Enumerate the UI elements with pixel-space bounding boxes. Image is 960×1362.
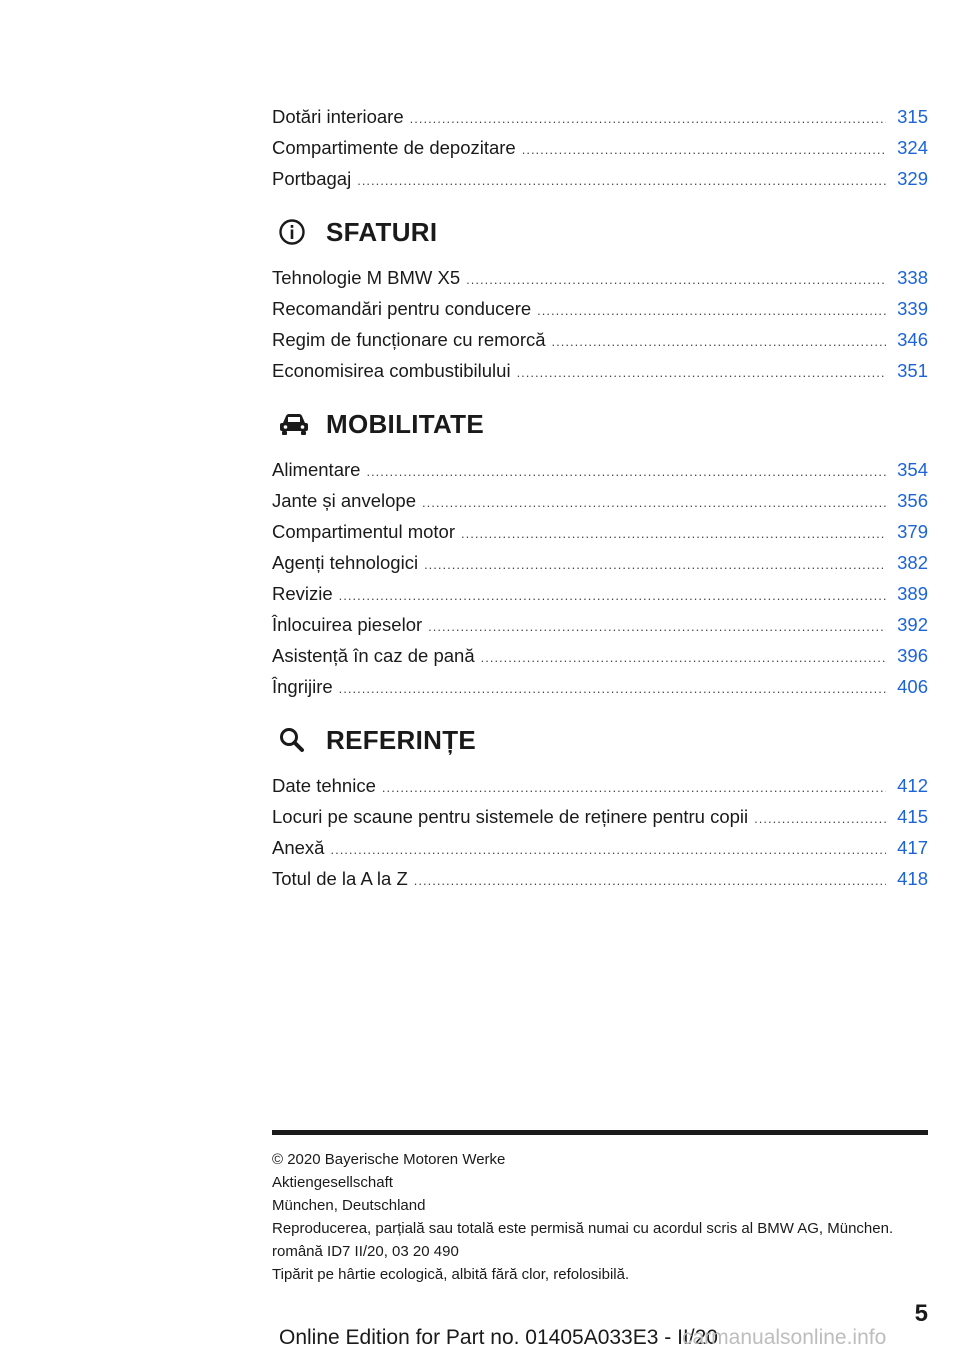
toc-entry-page[interactable]: 379	[897, 521, 928, 542]
toc-entry-page[interactable]: 338	[897, 267, 928, 288]
dot-leader	[366, 456, 886, 487]
toc-entry-page[interactable]: 396	[897, 645, 928, 666]
toc-entry-page[interactable]: 392	[897, 614, 928, 635]
toc-entry[interactable]	[272, 485, 928, 516]
section-heading: REFERINȚE	[326, 724, 477, 755]
dot-leader	[330, 834, 886, 865]
toc-entry[interactable]	[272, 640, 928, 671]
toc-group-interior	[272, 101, 928, 194]
toc-entry[interactable]	[272, 863, 928, 894]
toc-entry-page[interactable]: 315	[897, 106, 928, 127]
toc-entry[interactable]	[272, 293, 928, 324]
imprint-line: Reproducerea, parțială sau totală este permisă numai cu acordul scris al BMW AG, München.	[272, 1220, 894, 1237]
toc-entry[interactable]	[272, 832, 928, 863]
toc-entry-title: Tehnologie M BMW X5	[272, 267, 461, 288]
toc-entry-title: Date tehnice	[272, 775, 376, 796]
section-heading-row	[272, 400, 928, 448]
imprint	[272, 1148, 932, 1286]
toc-entry-title: Revizie	[272, 583, 333, 604]
page-number: 5	[914, 1300, 928, 1327]
toc-entry-page[interactable]: 412	[897, 775, 928, 796]
toc-entry-page[interactable]: 329	[897, 168, 928, 189]
toc-entry-page[interactable]: 415	[897, 806, 928, 827]
table-of-contents	[272, 101, 928, 894]
toc-entry-title: Îngrijire	[272, 676, 333, 697]
toc-entry[interactable]	[272, 101, 928, 132]
section-heading-row	[272, 716, 928, 764]
section-heading: SFATURI	[326, 216, 438, 247]
dot-leader	[382, 772, 886, 803]
toc-entry-title: Portbagaj	[272, 168, 352, 189]
imprint-line: română ID7 II/20, 03 20 490	[272, 1243, 459, 1260]
toc-entry-page[interactable]: 417	[897, 837, 928, 858]
dot-leader	[552, 326, 886, 357]
toc-entry-title: Asistență în caz de pană	[272, 645, 475, 666]
toc-entry-page[interactable]: 351	[897, 360, 928, 381]
dot-leader	[339, 580, 886, 611]
toc-entry-page[interactable]: 382	[897, 552, 928, 573]
toc-entry[interactable]	[272, 324, 928, 355]
toc-entry[interactable]	[272, 578, 928, 609]
toc-entry-title: Compartimente de depozitare	[272, 137, 516, 158]
toc-entry-title: Compartimentul motor	[272, 521, 456, 542]
dot-leader	[422, 487, 886, 518]
toc-section-mobilitate	[272, 400, 928, 702]
toc-entry-title: Dotări interioare	[272, 106, 404, 127]
toc-entry-title: Regim de funcționare cu remorcă	[272, 329, 546, 350]
dot-leader	[339, 673, 886, 704]
toc-entry-title: Totul de la A la Z	[272, 868, 408, 889]
toc-entry-title: Locuri pe scaune pentru sistemele de reținere pentru copii	[272, 806, 749, 827]
toc-entry[interactable]	[272, 163, 928, 194]
toc-entry[interactable]	[272, 262, 928, 293]
toc-entry[interactable]	[272, 671, 928, 702]
toc-entry-title: Anexă	[272, 837, 325, 858]
toc-entry-title: Înlocuirea pieselor	[272, 614, 423, 635]
info-icon	[278, 212, 318, 252]
toc-entry[interactable]	[272, 609, 928, 640]
toc-entry[interactable]	[272, 547, 928, 578]
watermark: carmanualsonline.info	[682, 1326, 887, 1349]
toc-entry-page[interactable]: 324	[897, 137, 928, 158]
toc-entry[interactable]	[272, 132, 928, 163]
toc-entry-page[interactable]: 346	[897, 329, 928, 350]
car-icon	[278, 404, 318, 444]
dot-leader	[522, 134, 886, 165]
section-heading-row	[272, 208, 928, 256]
toc-entry-page[interactable]: 418	[897, 868, 928, 889]
toc-entry[interactable]	[272, 801, 928, 832]
dot-leader	[481, 642, 886, 673]
toc-entry[interactable]	[272, 355, 928, 386]
toc-entry[interactable]	[272, 454, 928, 485]
search-icon	[278, 720, 318, 760]
online-edition-note: Online Edition for Part no. 01405A033E3 - II/20	[279, 1326, 718, 1349]
dot-leader	[461, 518, 886, 549]
dot-leader	[537, 295, 886, 326]
toc-section-referinte	[272, 716, 928, 894]
dot-leader	[428, 611, 886, 642]
toc-entry-page[interactable]: 339	[897, 298, 928, 319]
toc-entry-page[interactable]: 356	[897, 490, 928, 511]
toc-entry[interactable]	[272, 770, 928, 801]
dot-leader	[466, 264, 886, 295]
imprint-line: Aktiengesellschaft	[272, 1174, 393, 1191]
toc-entry-title: Jante și anvelope	[272, 490, 416, 511]
toc-entry-page[interactable]: 389	[897, 583, 928, 604]
toc-section-sfaturi	[272, 208, 928, 386]
toc-entry-page[interactable]: 406	[897, 676, 928, 697]
dot-leader	[357, 165, 886, 196]
imprint-line: München, Deutschland	[272, 1197, 426, 1214]
dot-leader	[754, 803, 886, 834]
section-heading: MOBILITATE	[326, 408, 485, 439]
toc-entry-title: Economisirea combustibilului	[272, 360, 511, 381]
toc-entry-title: Alimentare	[272, 459, 361, 480]
dot-leader	[410, 103, 886, 134]
toc-entry-page[interactable]: 354	[897, 459, 928, 480]
toc-entry-title: Recomandări pentru conducere	[272, 298, 532, 319]
imprint-line: © 2020 Bayerische Motoren Werke	[272, 1151, 506, 1168]
dot-leader	[517, 357, 886, 388]
footer-divider	[272, 1130, 928, 1135]
imprint-line: Tipărit pe hârtie ecologică, albită fără clor, refolosibilă.	[272, 1266, 630, 1283]
toc-entry[interactable]	[272, 516, 928, 547]
dot-leader	[414, 865, 886, 896]
toc-entry-title: Agenți tehnologici	[272, 552, 419, 573]
dot-leader	[424, 549, 886, 580]
